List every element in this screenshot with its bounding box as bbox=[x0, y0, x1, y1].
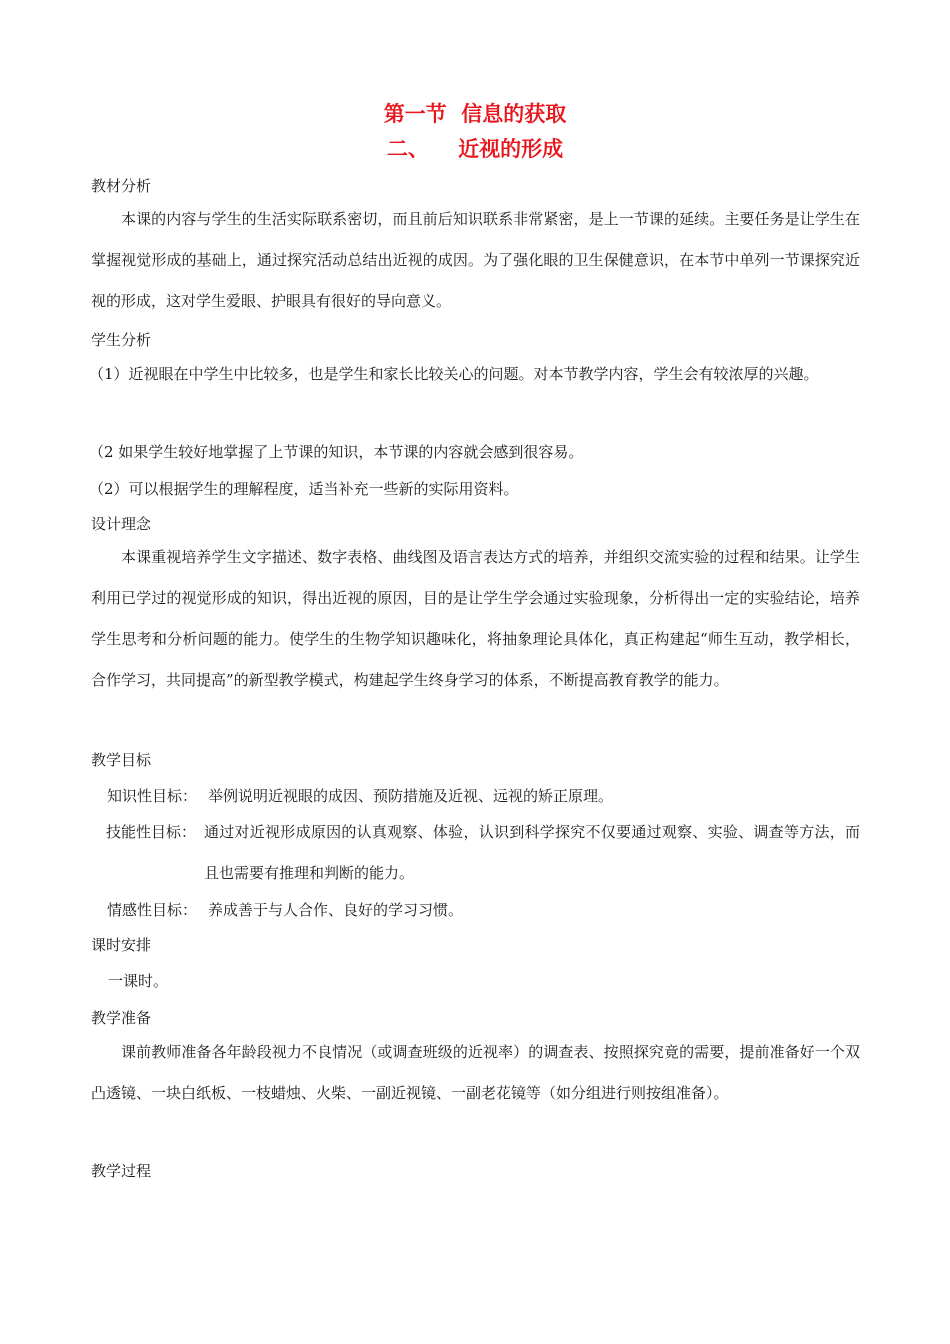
preparation-paragraph: 课前教师准备各年龄段视力不良情况（或调查班级的近视率）的调查表、按照探究竟的需要，提前准备好一个双凸透镜、一块白纸板、一枝蜡烛、火柴、一副近视镜、一副老花镜等（如分组进行则按组准备）。 bbox=[91, 1043, 860, 1102]
student-analysis-item-3: （2）可以根据学生的理解程度，适当补充一些新的实际用资料。 bbox=[89, 480, 519, 498]
section-heading-teaching-goals: 教学目标 bbox=[91, 751, 152, 769]
design-concept-paragraph: 本课重视培养学生文字描述、数字表格、曲线图及语言表达方式的培养，并组织交流实验的过程和结果。让学生利用已学过的视觉形成的知识，得出近视的原因，目的是让学生学会通过实验现象，分析得出一定的实验结论，培养学生思考和分析问题的能力。使学生的生物学知识趣味化，将抽象理论具体化，真正构建起“师生互动，教学相长，合作学习，共同提高”的新型教学模式，构建起学生终身学习的体系，不断提高教育教学的能力。 bbox=[91, 548, 860, 689]
section-heading-design-concept: 设计理念 bbox=[91, 515, 152, 533]
student-analysis-item-2: （2 如果学生较好地掌握了上节课的知识，本节课的内容就会感到很容易。 bbox=[89, 443, 584, 461]
section-heading-process: 教学过程 bbox=[91, 1162, 152, 1180]
goal-knowledge-label: 知识性目标： bbox=[107, 787, 198, 805]
section-heading-student-analysis: 学生分析 bbox=[91, 331, 152, 349]
student-analysis-item-1: （1）近视眼在中学生中比较多，也是学生和家长比较关心的问题。对本节教学内容，学生会有较浓厚的兴趣。 bbox=[89, 365, 819, 383]
goal-emotion-text: 养成善于与人合作、良好的学习习惯。 bbox=[208, 901, 464, 919]
document-title: 第一节 信息的获取 bbox=[383, 102, 567, 126]
goal-knowledge-text: 举例说明近视眼的成因、预防措施及近视、远视的矫正原理。 bbox=[208, 787, 614, 805]
document-subtitle: 二、 近视的形成 bbox=[386, 137, 564, 161]
goal-emotion-label: 情感性目标： bbox=[107, 901, 198, 919]
goal-skill-text: 通过对近视形成原因的认真观察、体验，认识到科学探究不仅要通过观察、实验、调查等方法，而且也需要有推理和判断的能力。 bbox=[204, 823, 860, 882]
material-analysis-paragraph: 本课的内容与学生的生活实际联系密切，而且前后知识联系非常紧密，是上一节课的延续。主要任务是让学生在掌握视觉形成的基础上，通过探究活动总结出近视的成因。为了强化眼的卫生保健意识，在本节中单列一节课探究近视的形成，这对学生爱眼、护眼具有很好的导向意义。 bbox=[91, 210, 860, 310]
section-heading-schedule: 课时安排 bbox=[91, 936, 152, 954]
goal-skill-label: 技能性目标： bbox=[106, 823, 197, 841]
schedule-text: 一课时。 bbox=[108, 972, 169, 990]
section-heading-preparation: 教学准备 bbox=[91, 1009, 152, 1027]
section-heading-material-analysis: 教材分析 bbox=[91, 177, 152, 195]
